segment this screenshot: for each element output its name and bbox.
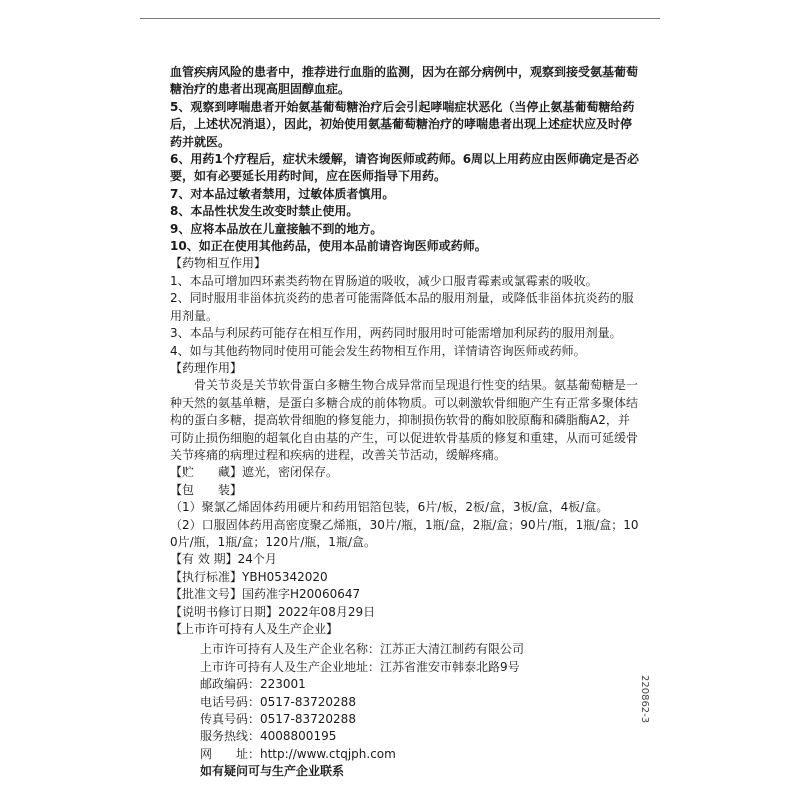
top-rule	[140, 18, 660, 19]
validity-text: 24个月	[237, 552, 277, 567]
side-code: 220862-3	[639, 675, 650, 724]
warning-line: 5、观察到哮喘患者开始氨基葡萄糖治疗后会引起哮喘症状恶化（当停止氨基葡萄糖给药后，上述状况消退），因此，初始使用氨基葡萄糖治疗的哮喘患者出现上述症状应及时停药并就医。	[170, 99, 635, 149]
warning-line: 7、对本品过敏者禁用，过敏体质者慎用。	[170, 186, 395, 201]
validity-heading: 【有 效 期】	[170, 552, 238, 567]
holder-section	[170, 621, 640, 781]
holder-name: 上市许可持有人及生产企业名称：江苏正大清江制药有限公司	[200, 642, 525, 657]
standard-text: YBH05342020	[242, 569, 328, 584]
approval-text: 国药准字H20060647	[242, 587, 361, 602]
leaflet-body	[170, 64, 640, 781]
approval-heading: 【批准文号】	[170, 587, 243, 602]
warning-line: 8、本品性状发生改变时禁止使用。	[170, 204, 359, 219]
validity-row	[170, 551, 640, 568]
packaging-item: （1）聚氯乙烯固体药用硬片和药用铝箔包装，6片/板，2板/盒，3板/盒，4板/盒。	[170, 500, 609, 515]
pharmacology-heading: 【药理作用】	[170, 360, 243, 375]
packaging-item: （2）口服固体药用高密度聚乙烯瓶，30片/瓶，1瓶/盒，2瓶/盒；90片/瓶，1瓶/盒；100片/瓶，1瓶/盒；120片/瓶，1瓶/盒。	[170, 517, 639, 549]
holder-fax: 传真号码：0517-83720288	[200, 712, 356, 727]
revision-text: 2022年08月29日	[278, 604, 376, 619]
warnings-section	[170, 64, 640, 255]
storage-row	[170, 464, 640, 481]
warning-line: 9、应将本品放在儿童接触不到的地方。	[170, 221, 383, 236]
storage-heading: 【贮 藏】	[170, 465, 243, 480]
interactions-section	[170, 255, 640, 359]
warning-line: 10、如正在使用其他药品，使用本品前请咨询医师或药师。	[170, 239, 487, 254]
packaging-section	[170, 482, 640, 552]
storage-text: 遮光，密闭保存。	[242, 465, 339, 480]
pharmacology-text: 骨关节炎是关节软骨蛋白多糖生物合成异常而呈现退行性变的结果。氨基葡萄糖是一种天然的氨基单糖，是蛋白多糖合成的前体物质。可以刺激软骨细胞产生有正常多聚体结构的蛋白多糖，提高软骨细胞的修复能力，抑制损伤软骨的酶如胶原酶和磷脂酶A2，并可防止损伤细胞的超氧化自由基的产生，可以促进软骨基质的修复和重建，从而可延缓骨关节疼痛的病理过程和疾病的进程，改善关节活动，缓解疼痛。	[170, 378, 639, 462]
standard-row	[170, 569, 640, 586]
warning-line: 6、用药1个疗程后，症状未缓解，请咨询医师或药师。6周以上用药应由医师确定是否必要，如有必要延长用药时间，应在医师指导下用药。	[170, 152, 640, 184]
interactions-heading: 【药物相互作用】	[170, 256, 267, 271]
interaction-item: 2、同时服用非甾体抗炎药的患者可能需降低本品的服用剂量，或降低非甾体抗炎药的服用剂量。	[170, 291, 634, 323]
packaging-heading: 【包 装】	[170, 482, 243, 497]
revision-row	[170, 604, 640, 621]
holder-address: 上市许可持有人及生产企业地址：江苏省淮安市韩泰北路9号	[200, 659, 520, 674]
holder-heading: 【上市许可持有人及生产企业】	[170, 622, 339, 636]
holder-note: 如有疑问可与生产企业联系	[200, 764, 345, 779]
approval-row	[170, 586, 640, 603]
holder-website[interactable]: 网 址：http://www.ctqjph.com	[200, 746, 396, 761]
holder-hotline: 服务热线：4008800195	[200, 729, 337, 744]
interaction-item: 4、如与其他药物同时使用可能会发生药物相互作用，详情请咨询医师或药师。	[170, 343, 586, 358]
standard-heading: 【执行标准】	[170, 569, 243, 584]
interaction-item: 3、本品与利尿药可能存在相互作用，两药同时服用时可能需增加利尿药的服用剂量。	[170, 326, 622, 341]
pharmacology-section	[170, 360, 640, 464]
holder-postcode: 邮政编码：223001	[200, 677, 306, 692]
contact-block	[170, 641, 640, 780]
warning-line: 血管疾病风险的患者中，推荐进行血脂的监测，因为在部分病例中，观察到接受氨基葡萄糖治疗的患者出现高胆固醇血症。	[170, 65, 639, 97]
revision-heading: 【说明书修订日期】	[170, 604, 279, 619]
interaction-item: 1、本品可增加四环素类药物在胃肠道的吸收，减少口服青霉素或氯霉素的吸收。	[170, 273, 598, 288]
holder-phone: 电话号码：0517-83720288	[200, 694, 356, 709]
